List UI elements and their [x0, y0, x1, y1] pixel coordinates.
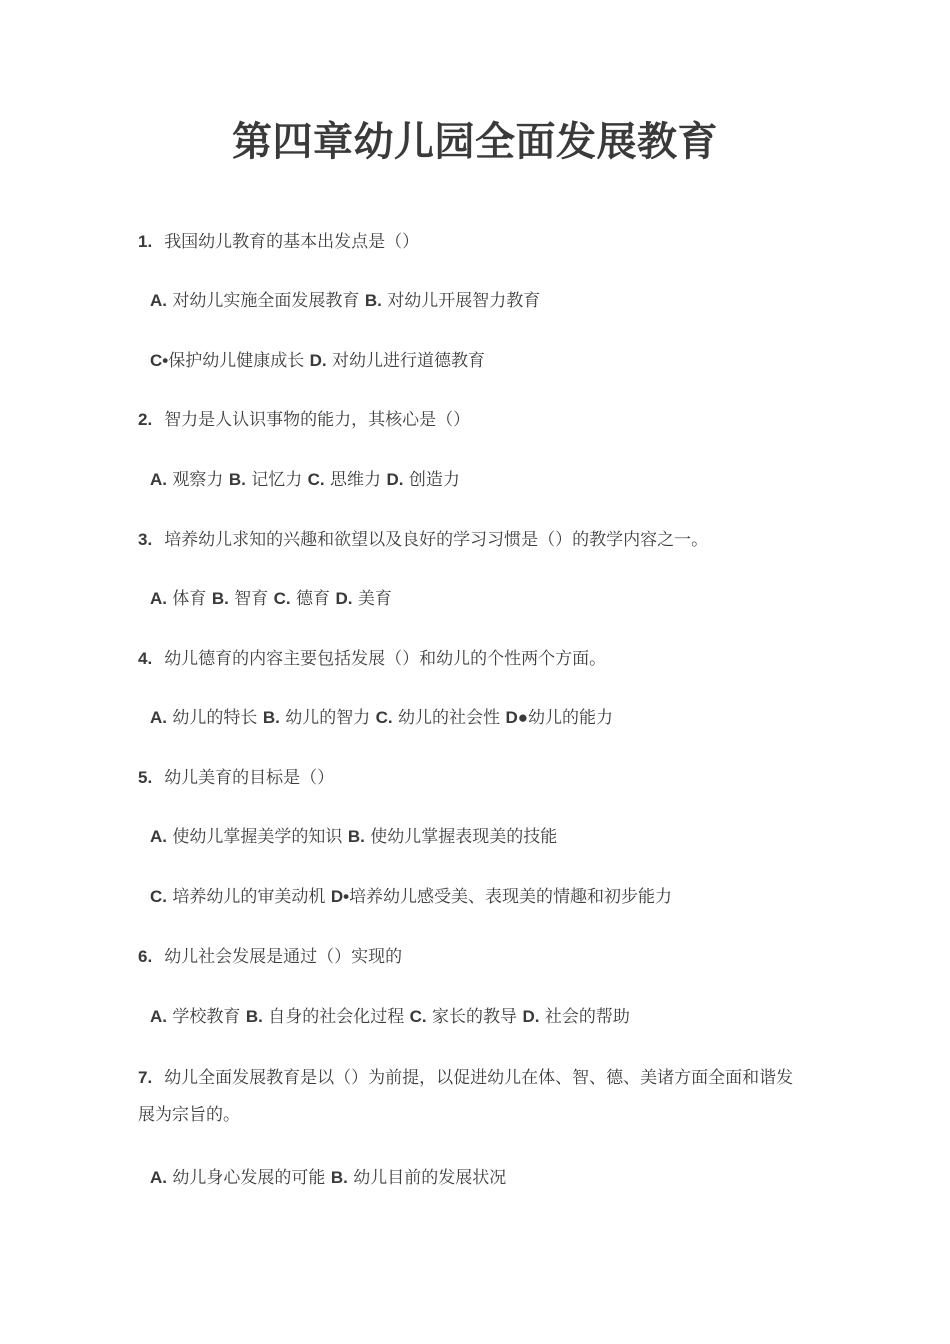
option-text: 家长的教导: [432, 1007, 518, 1027]
question-text: 幼儿德育的内容主要包括发展（）和幼儿的个性两个方面。: [164, 649, 607, 669]
option-letter: D•: [330, 887, 350, 906]
option-text: 幼儿的社会性: [398, 708, 501, 728]
question-3-options-line-1: [150, 587, 392, 611]
option-text: 自身的社会化过程: [268, 1007, 405, 1027]
option-letter: D.: [522, 1007, 540, 1026]
option-text: 社会的帮助: [544, 1007, 630, 1027]
option-letter: B.: [364, 291, 382, 310]
question-number: 1.: [138, 232, 153, 251]
question-number: 5.: [138, 768, 153, 787]
question-text: 智力是人认识事物的能力，其核心是（）: [164, 410, 471, 430]
question-6-options-line-1: [150, 1005, 630, 1029]
option-text: 思维力: [330, 470, 382, 490]
question-4: [138, 647, 606, 671]
option-text: 幼儿的特长: [172, 708, 258, 728]
option-letter: D.: [309, 351, 327, 370]
option-text: 智育: [234, 589, 269, 609]
option-text: 对幼儿实施全面发展教育: [172, 291, 360, 311]
option-letter: C.: [307, 470, 325, 489]
option-letter: A.: [150, 827, 167, 846]
option-letter: C.: [150, 887, 167, 906]
question-text: 培养幼儿求知的兴趣和欲望以及良好的学习习惯是（）的教学内容之一。: [164, 530, 709, 550]
option-letter: C.: [409, 1007, 427, 1026]
option-text: 体育: [172, 589, 207, 609]
option-letter: A.: [150, 291, 167, 310]
question-text: 幼儿美育的目标是（）: [164, 768, 335, 788]
option-text: 对幼儿进行道德教育: [332, 351, 486, 371]
option-text: 创造力: [408, 470, 460, 490]
question-text: 幼儿全面发展教育是以（）为前提，以促进幼儿在体、智、德、美诸方面全面和谐发展为宗旨的。: [138, 1068, 794, 1125]
question-5-options-line-1: [150, 825, 557, 849]
option-letter: A.: [150, 470, 167, 489]
option-text: 德育: [296, 589, 331, 609]
option-text: 对幼儿开展智力教育: [387, 291, 541, 311]
question-1-options-line-1: [150, 289, 540, 313]
question-1: [138, 230, 419, 254]
question-number: 2.: [138, 410, 153, 429]
option-letter: D.: [335, 589, 353, 608]
option-letter: B.: [228, 470, 246, 489]
option-text: 使幼儿掌握表现美的技能: [370, 827, 558, 847]
question-6: [138, 945, 402, 969]
option-text: 记忆力: [251, 470, 303, 490]
option-text: 美育: [357, 589, 392, 609]
question-number: 4.: [138, 649, 153, 668]
option-letter: A.: [150, 589, 167, 608]
question-5: [138, 766, 334, 790]
option-text: 观察力: [172, 470, 224, 490]
option-text: 幼儿的能力: [527, 708, 613, 728]
option-text: 幼儿身心发展的可能: [172, 1168, 326, 1188]
question-3: [138, 528, 708, 552]
option-text: 使幼儿掌握美学的知识: [172, 827, 343, 847]
option-letter: D.: [386, 470, 404, 489]
question-4-options-line-1: [150, 706, 613, 730]
question-number: 6.: [138, 947, 153, 966]
page-title: 第四章幼儿园全面发展教育: [232, 119, 718, 165]
question-text: 我国幼儿教育的基本出发点是（）: [164, 232, 420, 252]
question-5-options-line-2: [150, 885, 672, 909]
option-letter: A.: [150, 1168, 167, 1187]
question-number: 3.: [138, 530, 153, 549]
question-1-options-line-2: [150, 349, 485, 373]
question-text: 幼儿社会发展是通过（）实现的: [164, 947, 403, 967]
option-letter: B.: [245, 1007, 263, 1026]
option-text: 幼儿目前的发展状况: [353, 1168, 507, 1188]
question-number: 7.: [138, 1068, 153, 1087]
option-letter: C•: [150, 351, 169, 370]
option-text: 保护幼儿健康成长: [168, 351, 305, 371]
option-text: 学校教育: [172, 1007, 241, 1027]
option-text: 幼儿的智力: [285, 708, 371, 728]
option-text: 培养幼儿感受美、表现美的情趣和初步能力: [349, 887, 673, 907]
option-letter: C.: [273, 589, 291, 608]
option-letter: D●: [505, 708, 528, 727]
option-letter: B.: [330, 1168, 348, 1187]
option-letter: B.: [211, 589, 229, 608]
question-7-options-line-1: [150, 1166, 506, 1190]
question-2-options-line-1: [150, 468, 460, 492]
question-7: [138, 1059, 808, 1134]
option-letter: A.: [150, 708, 167, 727]
option-letter: B.: [347, 827, 365, 846]
option-letter: B.: [262, 708, 280, 727]
option-letter: A.: [150, 1007, 167, 1026]
option-letter: C.: [375, 708, 393, 727]
question-2: [138, 408, 470, 432]
option-text: 培养幼儿的审美动机: [172, 887, 326, 907]
